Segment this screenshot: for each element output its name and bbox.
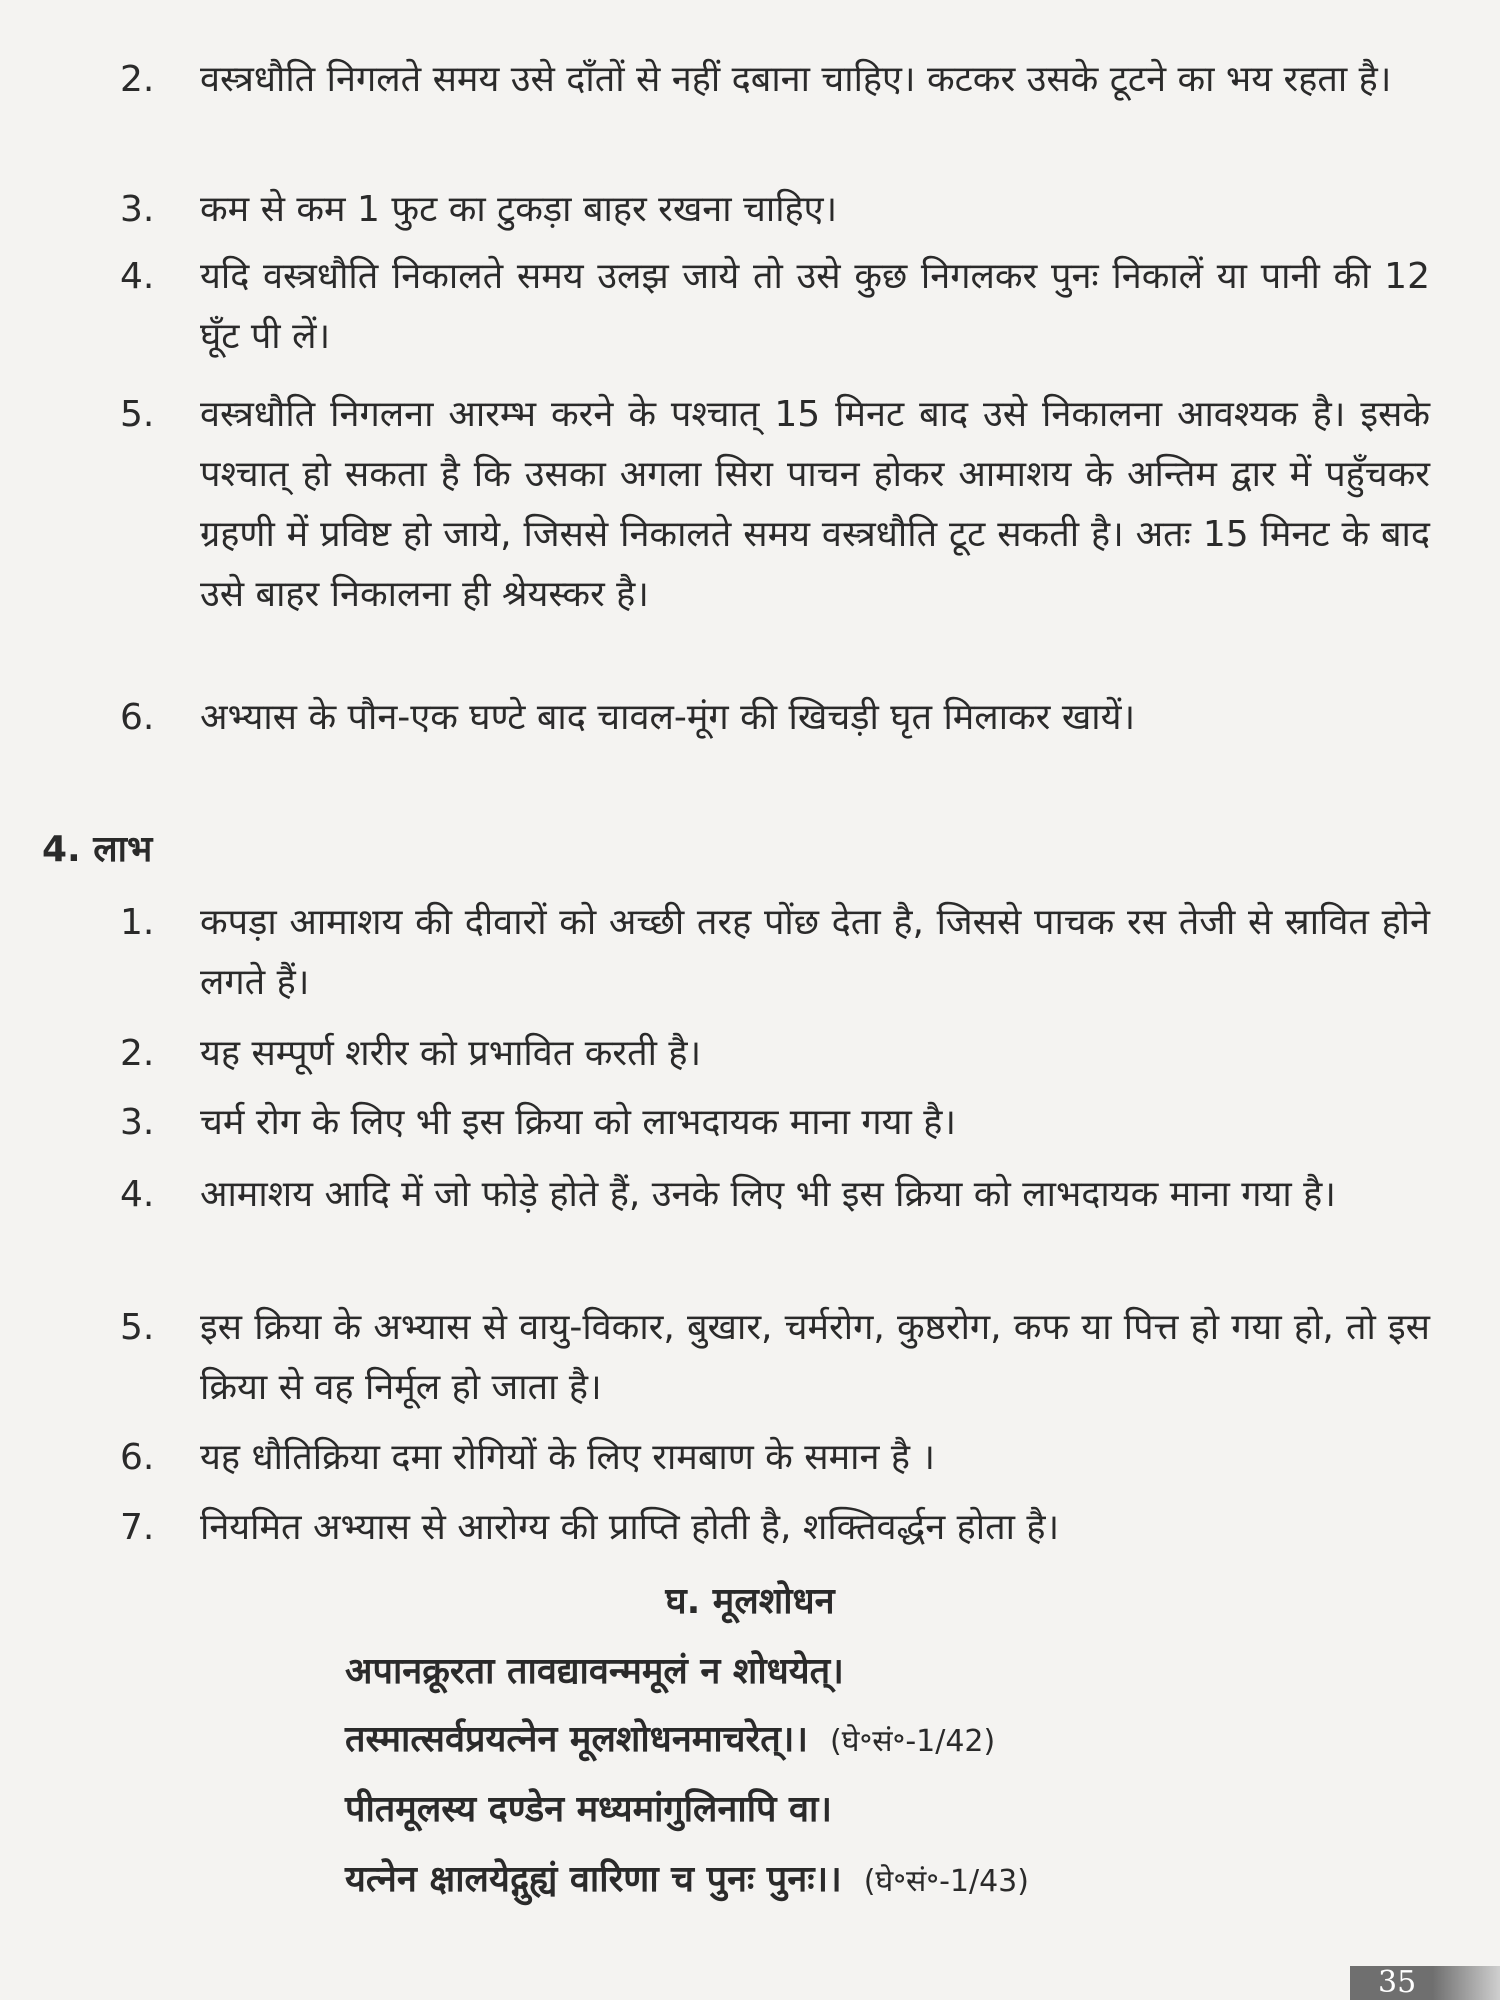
list-item-number: 4. — [120, 1174, 155, 1215]
list-item — [120, 688, 1430, 748]
verse-text: पीतमूलस्य दण्डेन मध्यमांगुलिनापि वा। — [345, 1789, 833, 1830]
list-item — [120, 385, 1430, 625]
verse-reference: (घे॰सं॰-1/42) — [830, 1724, 996, 1759]
list-item-text: यह धौतिक्रिया दमा रोगियों के लिए रामबाण के समान है । — [200, 1437, 936, 1478]
list-item-number: 2. — [120, 1033, 155, 1074]
verse-text: अपानक्रूरता तावद्यावन्ममूलं न शोधयेत्। — [345, 1651, 844, 1692]
list-item — [120, 1298, 1430, 1418]
list-item-number: 5. — [120, 394, 155, 435]
list-item — [120, 893, 1430, 1013]
list-item — [120, 180, 1430, 240]
verse-text: यत्नेन क्षालयेद्गुह्यं वारिणा च पुनः पुनः।। — [345, 1859, 842, 1900]
page-number: 35 — [1350, 1966, 1500, 2000]
list-item-number: 3. — [120, 1102, 155, 1143]
list-item-text: कपड़ा आमाशय की दीवारों को अच्छी तरह पोंछ देता है, जिससे पाचक रस तेजी से स्रावित होने लगते हैं। — [200, 902, 1430, 1003]
list-item-number: 1. — [120, 902, 155, 943]
list-item — [120, 1024, 1430, 1084]
list-item-number: 2. — [120, 59, 155, 100]
list-item-text: वस्त्रधौति निगलते समय उसे दाँतों से नहीं दबाना चाहिए। कटकर उसके टूटने का भय रहता है। — [200, 59, 1392, 100]
list-item-text: यह सम्पूर्ण शरीर को प्रभावित करती है। — [200, 1033, 702, 1074]
verse-line — [345, 1642, 844, 1702]
list-item-number: 5. — [120, 1307, 155, 1348]
list-item-text: इस क्रिया के अभ्यास से वायु-विकार, बुखार, चर्मरोग, कुष्ठरोग, कफ या पित्त हो गया हो, तो इस क्रिया से वह निर्मूल हो जाता है। — [200, 1307, 1430, 1408]
list-item — [120, 247, 1430, 367]
list-item — [120, 1498, 1430, 1558]
list-item-text: कम से कम 1 फुट का टुकड़ा बाहर रखना चाहिए। — [200, 189, 838, 230]
list-item-number: 6. — [120, 1437, 155, 1478]
list-item — [120, 1093, 1430, 1153]
list-item — [120, 1165, 1430, 1225]
verse-reference: (घे॰सं॰-1/43) — [863, 1864, 1029, 1899]
list-item-text: वस्त्रधौति निगलना आरम्भ करने के पश्चात् 15 मिनट बाद उसे निकालना आवश्यक है। इसके पश्चात् हो सकता है कि उसका अगला सिरा पाचन होकर आमाशय के अन्तिम द्वार में पहुँचकर ग्रहणी में प्रविष्ट हो जाये, जिससे निकालते समय वस्त्रधौति टूट सकती है। अतः 15 मिनट के बाद उसे बाहर निकालना ही श्रेयस्कर है। — [200, 394, 1430, 615]
list-item-text: नियमित अभ्यास से आरोग्य की प्राप्ति होती है, शक्तिवर्द्धन होता है। — [200, 1507, 1060, 1548]
list-item-number: 4. — [120, 256, 155, 297]
list-item-number: 7. — [120, 1507, 155, 1548]
verse-line — [345, 1850, 1029, 1912]
list-item-text: आमाशय आदि में जो फोड़े होते हैं, उनके लिए भी इस क्रिया को लाभदायक माना गया है। — [200, 1174, 1336, 1215]
list-item-text: चर्म रोग के लिए भी इस क्रिया को लाभदायक माना गया है। — [200, 1102, 957, 1143]
section-heading: 4. लाभ — [42, 829, 153, 870]
list-item-number: 3. — [120, 189, 155, 230]
verse-line — [345, 1710, 995, 1772]
list-item — [120, 50, 1430, 110]
verse-line — [345, 1780, 832, 1840]
list-item-number: 6. — [120, 697, 155, 738]
subsection-title: घ. मूलशोधन — [665, 1581, 835, 1622]
list-item — [120, 1428, 1430, 1488]
verse-text: तस्मात्सर्वप्रयत्नेन मूलशोधनमाचरेत्।। — [345, 1719, 809, 1760]
list-item-text: अभ्यास के पौन-एक घण्टे बाद चावल-मूंग की खिचड़ी घृत मिलाकर खायें। — [200, 697, 1136, 738]
list-item-text: यदि वस्त्रधौति निकालते समय उलझ जाये तो उसे कुछ निगलकर पुनः निकालें या पानी की 12 घूँट पी लें। — [200, 256, 1430, 357]
